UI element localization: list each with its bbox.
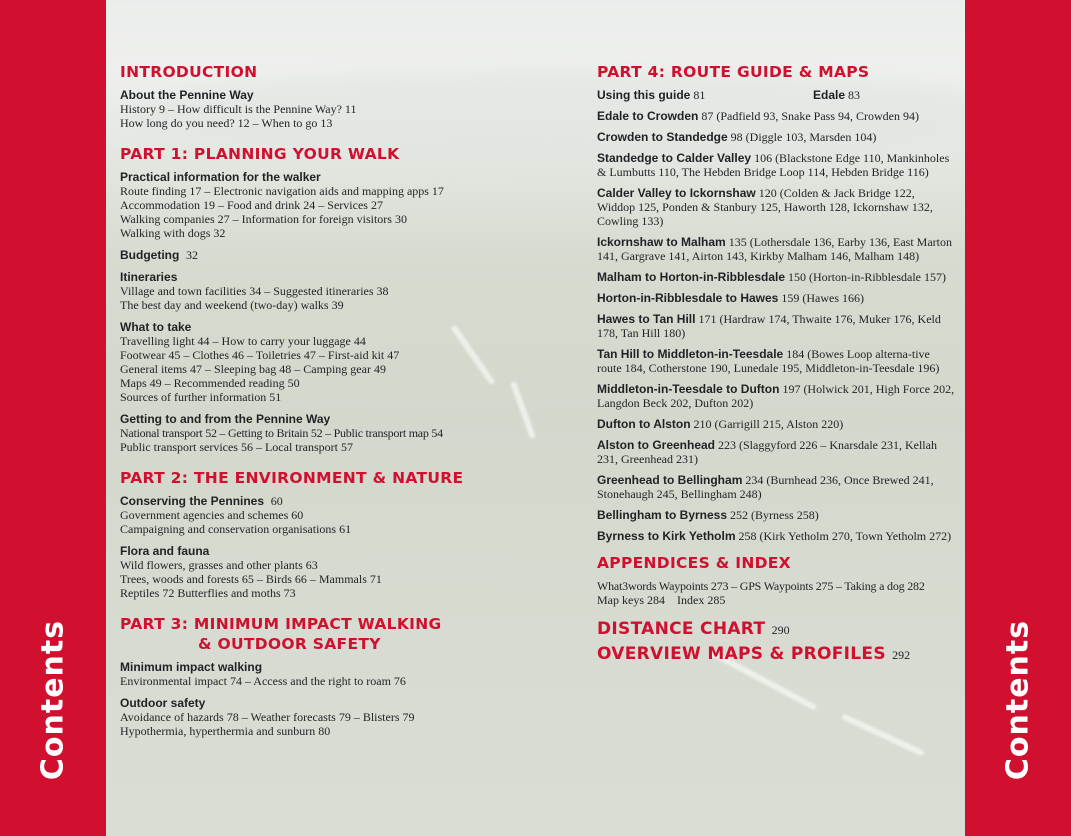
toc-group	[120, 170, 480, 240]
toc-line: What3words Waypoints 273 – GPS Waypoints 275 – Taking a dog 282	[597, 579, 925, 593]
toc-line: Government agencies and schemes 60	[120, 508, 304, 522]
page-number: 60	[270, 494, 283, 508]
entry-text: 120 (Colden & Jack Bridge 122, Widdop 125, Ponden & Stanbury 125, Haworth 128, Ickornshaw 132, Cowling 133)	[597, 186, 933, 228]
section-part-1	[120, 144, 480, 454]
entry-title: Alston to Greenhead	[597, 438, 716, 452]
toc-entry	[597, 529, 955, 543]
group-title	[120, 494, 480, 508]
entry-text: 171 (Hardraw 174, Thwaite 176, Muker 176, Keld 178, Tan Hill 180)	[597, 312, 941, 340]
toc-entry	[597, 130, 955, 144]
toc-line: Reptiles 72 Butterflies and moths 73	[120, 586, 296, 600]
toc-group	[120, 494, 480, 536]
toc-entry	[597, 473, 955, 501]
toc-entry	[597, 151, 955, 179]
page-number: 290	[771, 623, 790, 637]
toc-group	[120, 320, 480, 404]
left-column	[120, 62, 480, 752]
entry-text: 258 (Kirk Yetholm 270, Town Yetholm 272)	[735, 529, 952, 543]
toc-entry-edale	[813, 88, 860, 102]
section-heading: APPENDICES & INDEX	[597, 554, 791, 572]
toc-entry	[597, 291, 955, 305]
toc-line: Footwear 45 – Clothes 46 – Toiletries 47 – First-aid kit 47	[120, 348, 400, 362]
entry-title: Bellingham to Byrness	[597, 508, 728, 522]
entry-title: Calder Valley to Ickornshaw	[597, 186, 756, 200]
entry-title: Malham to Horton-in-Ribblesdale	[597, 270, 786, 284]
page-number: 83	[848, 88, 861, 102]
entry-title: Byrness to Kirk Yetholm	[597, 529, 736, 543]
toc-entry	[597, 438, 955, 466]
entry-text: 159 (Hawes 166)	[778, 291, 865, 305]
toc-group	[120, 88, 480, 130]
entry-title: Edale to Crowden	[597, 109, 699, 123]
toc-entry	[597, 382, 955, 410]
toc-entry-using-guide	[597, 88, 705, 102]
toc-group	[120, 412, 480, 454]
toc-line: Public transport services 56 – Local transport 57	[120, 440, 353, 454]
toc-line: How long do you need? 12 – When to go 13	[120, 116, 333, 130]
toc-line: Map keys 284 Index 285	[597, 593, 726, 607]
entry-title: Tan Hill to Middleton-in-Teesdale	[597, 347, 784, 361]
toc-line: National transport 52 – Getting to Britain 52 – Public transport map 54	[120, 426, 443, 440]
group-title: What to take	[120, 320, 192, 334]
group-title-text: Conserving the Pennines	[120, 494, 265, 508]
entry-title: Greenhead to Bellingham	[597, 473, 743, 487]
toc-line: Campaigning and conservation organisations 61	[120, 522, 352, 536]
toc-entry	[597, 235, 955, 263]
toc-line: Village and town facilities 34 – Suggested itineraries 38	[120, 284, 389, 298]
toc-line: Walking with dogs 32	[120, 226, 226, 240]
toc-group	[120, 696, 480, 738]
heading-line-2: & OUTDOOR SAFETY	[198, 635, 381, 653]
toc-line: The best day and weekend (two-day) walks 39	[120, 298, 344, 312]
entry-text: 210 (Garrigill 215, Alston 220)	[690, 417, 844, 431]
section-heading: PART 1: PLANNING YOUR WALK	[120, 145, 400, 163]
entry-title: Standedge to Calder Valley	[597, 151, 752, 165]
section-introduction	[120, 62, 480, 130]
heading-text: DISTANCE CHART	[597, 619, 766, 639]
entry-title: Using this guide	[597, 88, 691, 102]
group-title: Outdoor safety	[120, 696, 206, 710]
toc-group	[120, 248, 480, 262]
toc-line: General items 47 – Sleeping bag 48 – Camping gear 49	[120, 362, 386, 376]
entry-title: Edale	[813, 88, 846, 102]
entry-text: 184 (Bowes Loop alterna-tive route 184, Cotherstone 190, Lunedale 195, Middleton-in-Teesdale 196)	[597, 347, 940, 375]
section-heading: PART 4: ROUTE GUIDE & MAPS	[597, 63, 870, 81]
toc-line: Sources of further information 51	[120, 390, 282, 404]
heading-line-1: PART 3: MINIMUM IMPACT WALKING	[120, 615, 442, 633]
entry-title: Crowden to Standedge	[597, 130, 728, 144]
group-title-text: Budgeting	[120, 248, 180, 262]
right-column	[597, 62, 955, 669]
toc-entry	[597, 347, 955, 375]
section-part-3	[120, 614, 480, 738]
section-heading-overview-maps	[597, 644, 955, 665]
toc-line: Walking companies 27 – Information for foreign visitors 30	[120, 212, 407, 226]
toc-group	[120, 660, 480, 688]
toc-line: History 9 – How difficult is the Pennine Way? 11	[120, 102, 357, 116]
entry-text: 197 (Holwick 201, High Force 202, Langdon Beck 202, Dufton 202)	[597, 382, 955, 410]
right-sidebar-label: Contents	[1000, 619, 1036, 781]
toc-line: Accommodation 19 – Food and drink 24 – Services 27	[120, 198, 383, 212]
right-sidebar-band	[965, 0, 1071, 836]
entry-text: 135 (Lothersdale 136, Earby 136, East Marton 141, Gargrave 141, Airton 143, Kirkby Malham 146, Malham 148)	[597, 235, 952, 263]
toc-line: Trees, woods and forests 65 – Birds 66 – Mammals 71	[120, 572, 382, 586]
entry-text: 252 (Byrness 258)	[727, 508, 819, 522]
entry-title: Horton-in-Ribblesdale to Hawes	[597, 291, 779, 305]
section-heading-distance-chart	[597, 619, 955, 640]
group-title: About the Pennine Way	[120, 88, 254, 102]
group-title: Practical information for the walker	[120, 170, 321, 184]
page-number: 81	[693, 88, 706, 102]
toc-entry	[597, 186, 955, 228]
entry-title: Dufton to Alston	[597, 417, 691, 431]
toc-line: Maps 49 – Recommended reading 50	[120, 376, 300, 390]
left-sidebar-label: Contents	[35, 619, 71, 781]
section-part-2	[120, 468, 480, 600]
group-title: Getting to and from the Pennine Way	[120, 412, 331, 426]
entry-text: 150 (Horton-in-Ribblesdale 157)	[785, 270, 946, 284]
toc-line: Environmental impact 74 – Access and the right to roam 76	[120, 674, 406, 688]
entry-text: 106 (Blackstone Edge 110, Mankinholes & Lumbutts 110, The Hebden Bridge Loop 114, Hebden Bridge 116)	[597, 151, 950, 179]
toc-line: Avoidance of hazards 78 – Weather forecasts 79 – Blisters 79	[120, 710, 415, 724]
left-sidebar-band	[0, 0, 106, 836]
toc-line: Route finding 17 – Electronic navigation aids and mapping apps 17	[120, 184, 444, 198]
entry-text: 98 (Diggle 103, Marsden 104)	[727, 130, 877, 144]
toc-entry	[597, 508, 955, 522]
page-number: 32	[186, 248, 198, 262]
group-title: Flora and fauna	[120, 544, 210, 558]
heading-text: OVERVIEW MAPS & PROFILES	[597, 644, 886, 664]
entry-title: Hawes to Tan Hill	[597, 312, 696, 326]
page-number: 292	[892, 648, 911, 662]
toc-line: Hypothermia, hyperthermia and sunburn 80	[120, 724, 331, 738]
entry-text: 234 (Burnhead 236, Once Brewed 241, Stonehaugh 245, Bellingham 248)	[597, 473, 934, 501]
group-title: Minimum impact walking	[120, 660, 263, 674]
entry-text: 223 (Slaggyford 226 – Knarsdale 231, Kellah 231, Greenhead 231)	[597, 438, 937, 466]
toc-entry	[597, 109, 955, 123]
toc-entry	[597, 417, 955, 431]
group-title: Itineraries	[120, 270, 178, 284]
entry-title: Ickornshaw to Malham	[597, 235, 726, 249]
entry-text: 87 (Padfield 93, Snake Pass 94, Crowden 94)	[698, 109, 919, 123]
toc-group	[120, 270, 480, 312]
section-heading	[120, 614, 480, 654]
toc-entry	[597, 270, 955, 284]
toc-group	[120, 544, 480, 600]
toc-entry	[597, 312, 955, 340]
toc-line: Wild flowers, grasses and other plants 63	[120, 558, 318, 572]
entry-title: Middleton-in-Teesdale to Dufton	[597, 382, 780, 396]
group-title	[120, 248, 480, 262]
section-heading: PART 2: THE ENVIRONMENT & NATURE	[120, 469, 464, 487]
section-heading: INTRODUCTION	[120, 63, 258, 81]
toc-line: Travelling light 44 – How to carry your luggage 44	[120, 334, 366, 348]
toc-entry-pair	[597, 88, 955, 102]
